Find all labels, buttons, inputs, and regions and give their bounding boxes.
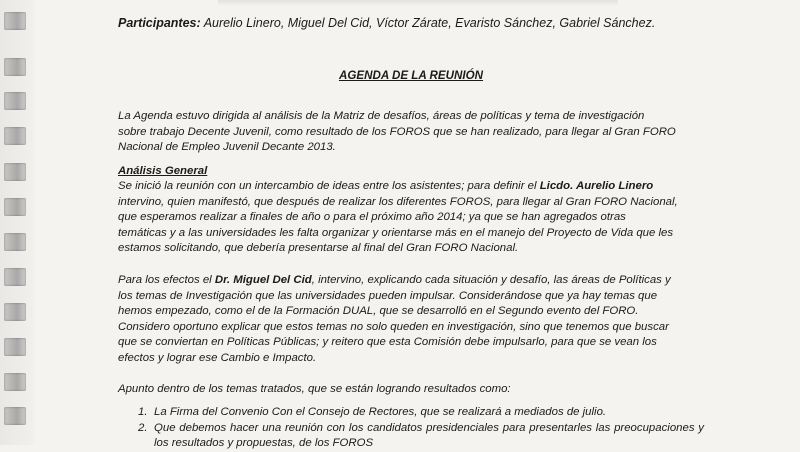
binder-hole <box>4 198 26 216</box>
text-span: Para los efectos el <box>118 274 212 286</box>
analysis-paragraph-1 <box>118 179 704 257</box>
text-line <box>118 179 704 195</box>
text-line: temáticas y a las universidades les falta organizar y orientarse más en el manejo del Proyecto de Vida que les <box>118 226 674 239</box>
list-item <box>138 405 704 421</box>
list-number: 2. <box>138 421 148 434</box>
binder-hole <box>4 407 26 425</box>
list-text: Que debemos hacer una reunión con los candidatos presidenciales para presentarles las preocupaciones y los resultados y propuestas, de los FOROS <box>154 421 704 450</box>
participants-names: Aurelio Linero, Miguel Del Cid, Víctor Zárate, Evaristo Sánchez, Gabriel Sánchez. <box>203 16 656 30</box>
text-line: los temas de Investigación que las universidades pueden impulsar. Considerándose que ya hay temas que <box>118 289 658 302</box>
binder-hole <box>4 163 26 181</box>
binder-hole <box>4 338 26 356</box>
binder-hole <box>4 268 26 286</box>
text-line: intervino, quien manifestó, que después de realizar los diferentes FOROS, para llegar al Gran FORO Nacional, <box>118 195 678 208</box>
binder-hole <box>4 127 26 145</box>
analysis-paragraph-3: Apunto dentro de los temas tratados, que se están logrando resultados como: <box>118 383 511 395</box>
text-line: que esperamos realizar a finales de año o para el próximo año 2014; ya que se han agregados otras <box>118 211 626 224</box>
text-line: hemos empezado, como el de la Formación DUAL, que se desarrolló en el Segundo evento del FORO. <box>118 305 639 318</box>
list-text: La Firma del Convenio Con el Consejo de Rectores, que se realizará a mediados de julio. <box>154 406 607 418</box>
text-span: , intervino, explicando cada situación y desafío, las áreas de Políticas y <box>311 274 671 286</box>
text-line: Considero oportuno explicar que estos temas no solo queden en investigación, sino que tenemos que buscar <box>118 320 669 333</box>
person-name: Licdo. Aurelio Linero <box>539 180 654 192</box>
binder-hole <box>4 58 26 76</box>
text-line: La Agenda estuvo dirigida al análisis de la Matriz de desafíos, áreas de políticas y tema de investigación <box>118 110 645 122</box>
binder-hole <box>4 92 26 110</box>
analysis-heading: Análisis General <box>118 165 208 177</box>
list-number: 1. <box>138 406 148 418</box>
person-name: Dr. Miguel Del Cid <box>214 274 312 286</box>
text-line: estamos solicitando, que debería presentarse al final del Gran FORO Nacional. <box>118 242 519 255</box>
participants-line <box>118 16 655 32</box>
participants-label: Participantes: <box>118 16 201 30</box>
document-page <box>118 0 728 450</box>
text-line: Nacional de Empleo Juvenil Decante 2013. <box>118 141 336 154</box>
binder-hole <box>4 12 26 30</box>
binder-hole <box>4 373 26 391</box>
binder-hole <box>4 303 26 321</box>
intro-paragraph <box>118 109 704 156</box>
text-line <box>118 273 704 289</box>
analysis-paragraph-2 <box>118 273 704 367</box>
text-line: sobre trabajo Decente Juvenil, como resultado de los FOROS que se han realizado, para llegar al Gran FORO <box>118 125 676 138</box>
list-item <box>138 421 704 452</box>
binder-hole <box>4 233 26 251</box>
text-span: Se inició la reunión con un intercambio de ideas entre los asistentes; para definir el <box>118 180 537 192</box>
text-line: efectos y lograr ese Cambio e Impacto. <box>118 351 317 364</box>
text-line: que se conviertan en Políticas Públicas; y reitero que esta Comisión debe impulsarlo, para que se vean los <box>118 336 657 349</box>
agenda-title: AGENDA DE LA REUNIÓN <box>338 69 484 82</box>
binder-strip <box>0 0 34 445</box>
